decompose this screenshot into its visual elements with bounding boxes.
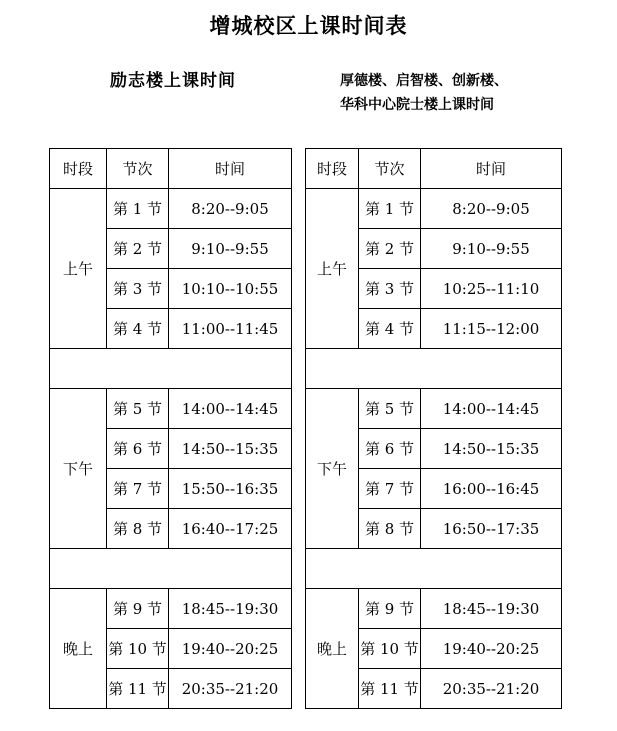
header-time: 时间 [169,149,292,189]
period-afternoon: 下午 [50,389,107,549]
time-cell: 9:10--9:55 [169,229,292,269]
time-cell: 8:20--9:05 [421,189,562,229]
period-evening: 晚上 [306,589,359,709]
time-cell: 16:00--16:45 [421,469,562,509]
slot-cell: 第 3 节 [107,269,169,309]
slot-cell: 第 1 节 [359,189,421,229]
separator-row [50,349,292,389]
table-header-row [50,149,292,189]
slot-cell: 第 8 节 [107,509,169,549]
header-period: 时段 [50,149,107,189]
table-row [50,189,292,229]
slot-cell: 第 8 节 [359,509,421,549]
table-row [306,389,562,429]
period-morning: 上午 [50,189,107,349]
header-time: 时间 [421,149,562,189]
separator-row [306,549,562,589]
slot-cell: 第 6 节 [107,429,169,469]
time-cell: 8:20--9:05 [169,189,292,229]
time-cell: 18:45--19:30 [421,589,562,629]
slot-cell: 第 2 节 [107,229,169,269]
time-cell: 10:25--11:10 [421,269,562,309]
header-period: 时段 [306,149,359,189]
slot-cell: 第 11 节 [107,669,169,709]
slot-cell: 第 7 节 [107,469,169,509]
right-table-heading [340,69,508,117]
time-cell: 14:00--14:45 [169,389,292,429]
time-cell: 11:00--11:45 [169,309,292,349]
right-schedule-table [305,148,562,709]
time-cell: 9:10--9:55 [421,229,562,269]
table-header-row [306,149,562,189]
header-slot: 节次 [107,149,169,189]
time-cell: 19:40--20:25 [169,629,292,669]
time-cell: 14:50--15:35 [169,429,292,469]
slot-cell: 第 5 节 [107,389,169,429]
separator-row [50,549,292,589]
time-cell: 14:00--14:45 [421,389,562,429]
left-schedule-table [49,148,292,709]
page-title: 增城校区上课时间表 [209,14,408,38]
slot-cell: 第 1 节 [107,189,169,229]
slot-cell: 第 10 节 [359,629,421,669]
period-evening: 晚上 [50,589,107,709]
time-cell: 15:50--16:35 [169,469,292,509]
slot-cell: 第 9 节 [359,589,421,629]
slot-cell: 第 9 节 [107,589,169,629]
period-morning: 上午 [306,189,359,349]
slot-cell: 第 4 节 [107,309,169,349]
time-cell: 10:10--10:55 [169,269,292,309]
slot-cell: 第 11 节 [359,669,421,709]
time-cell: 18:45--19:30 [169,589,292,629]
header-slot: 节次 [359,149,421,189]
slot-cell: 第 6 节 [359,429,421,469]
slot-cell: 第 3 节 [359,269,421,309]
slot-cell: 第 4 节 [359,309,421,349]
slot-cell: 第 10 节 [107,629,169,669]
table-row [50,589,292,629]
left-table-heading: 励志楼上课时间 [110,71,236,91]
slot-cell: 第 5 节 [359,389,421,429]
time-cell: 16:40--17:25 [169,509,292,549]
table-row [306,189,562,229]
separator-row [306,349,562,389]
right-heading-line-2: 华科中心院士楼上课时间 [340,97,494,113]
right-heading-line-1: 厚德楼、启智楼、创新楼、 [340,73,508,89]
period-afternoon: 下午 [306,389,359,549]
time-cell: 14:50--15:35 [421,429,562,469]
table-row [306,589,562,629]
time-cell: 20:35--21:20 [169,669,292,709]
time-cell: 20:35--21:20 [421,669,562,709]
time-cell: 16:50--17:35 [421,509,562,549]
slot-cell: 第 7 节 [359,469,421,509]
time-cell: 11:15--12:00 [421,309,562,349]
slot-cell: 第 2 节 [359,229,421,269]
time-cell: 19:40--20:25 [421,629,562,669]
table-row [50,389,292,429]
